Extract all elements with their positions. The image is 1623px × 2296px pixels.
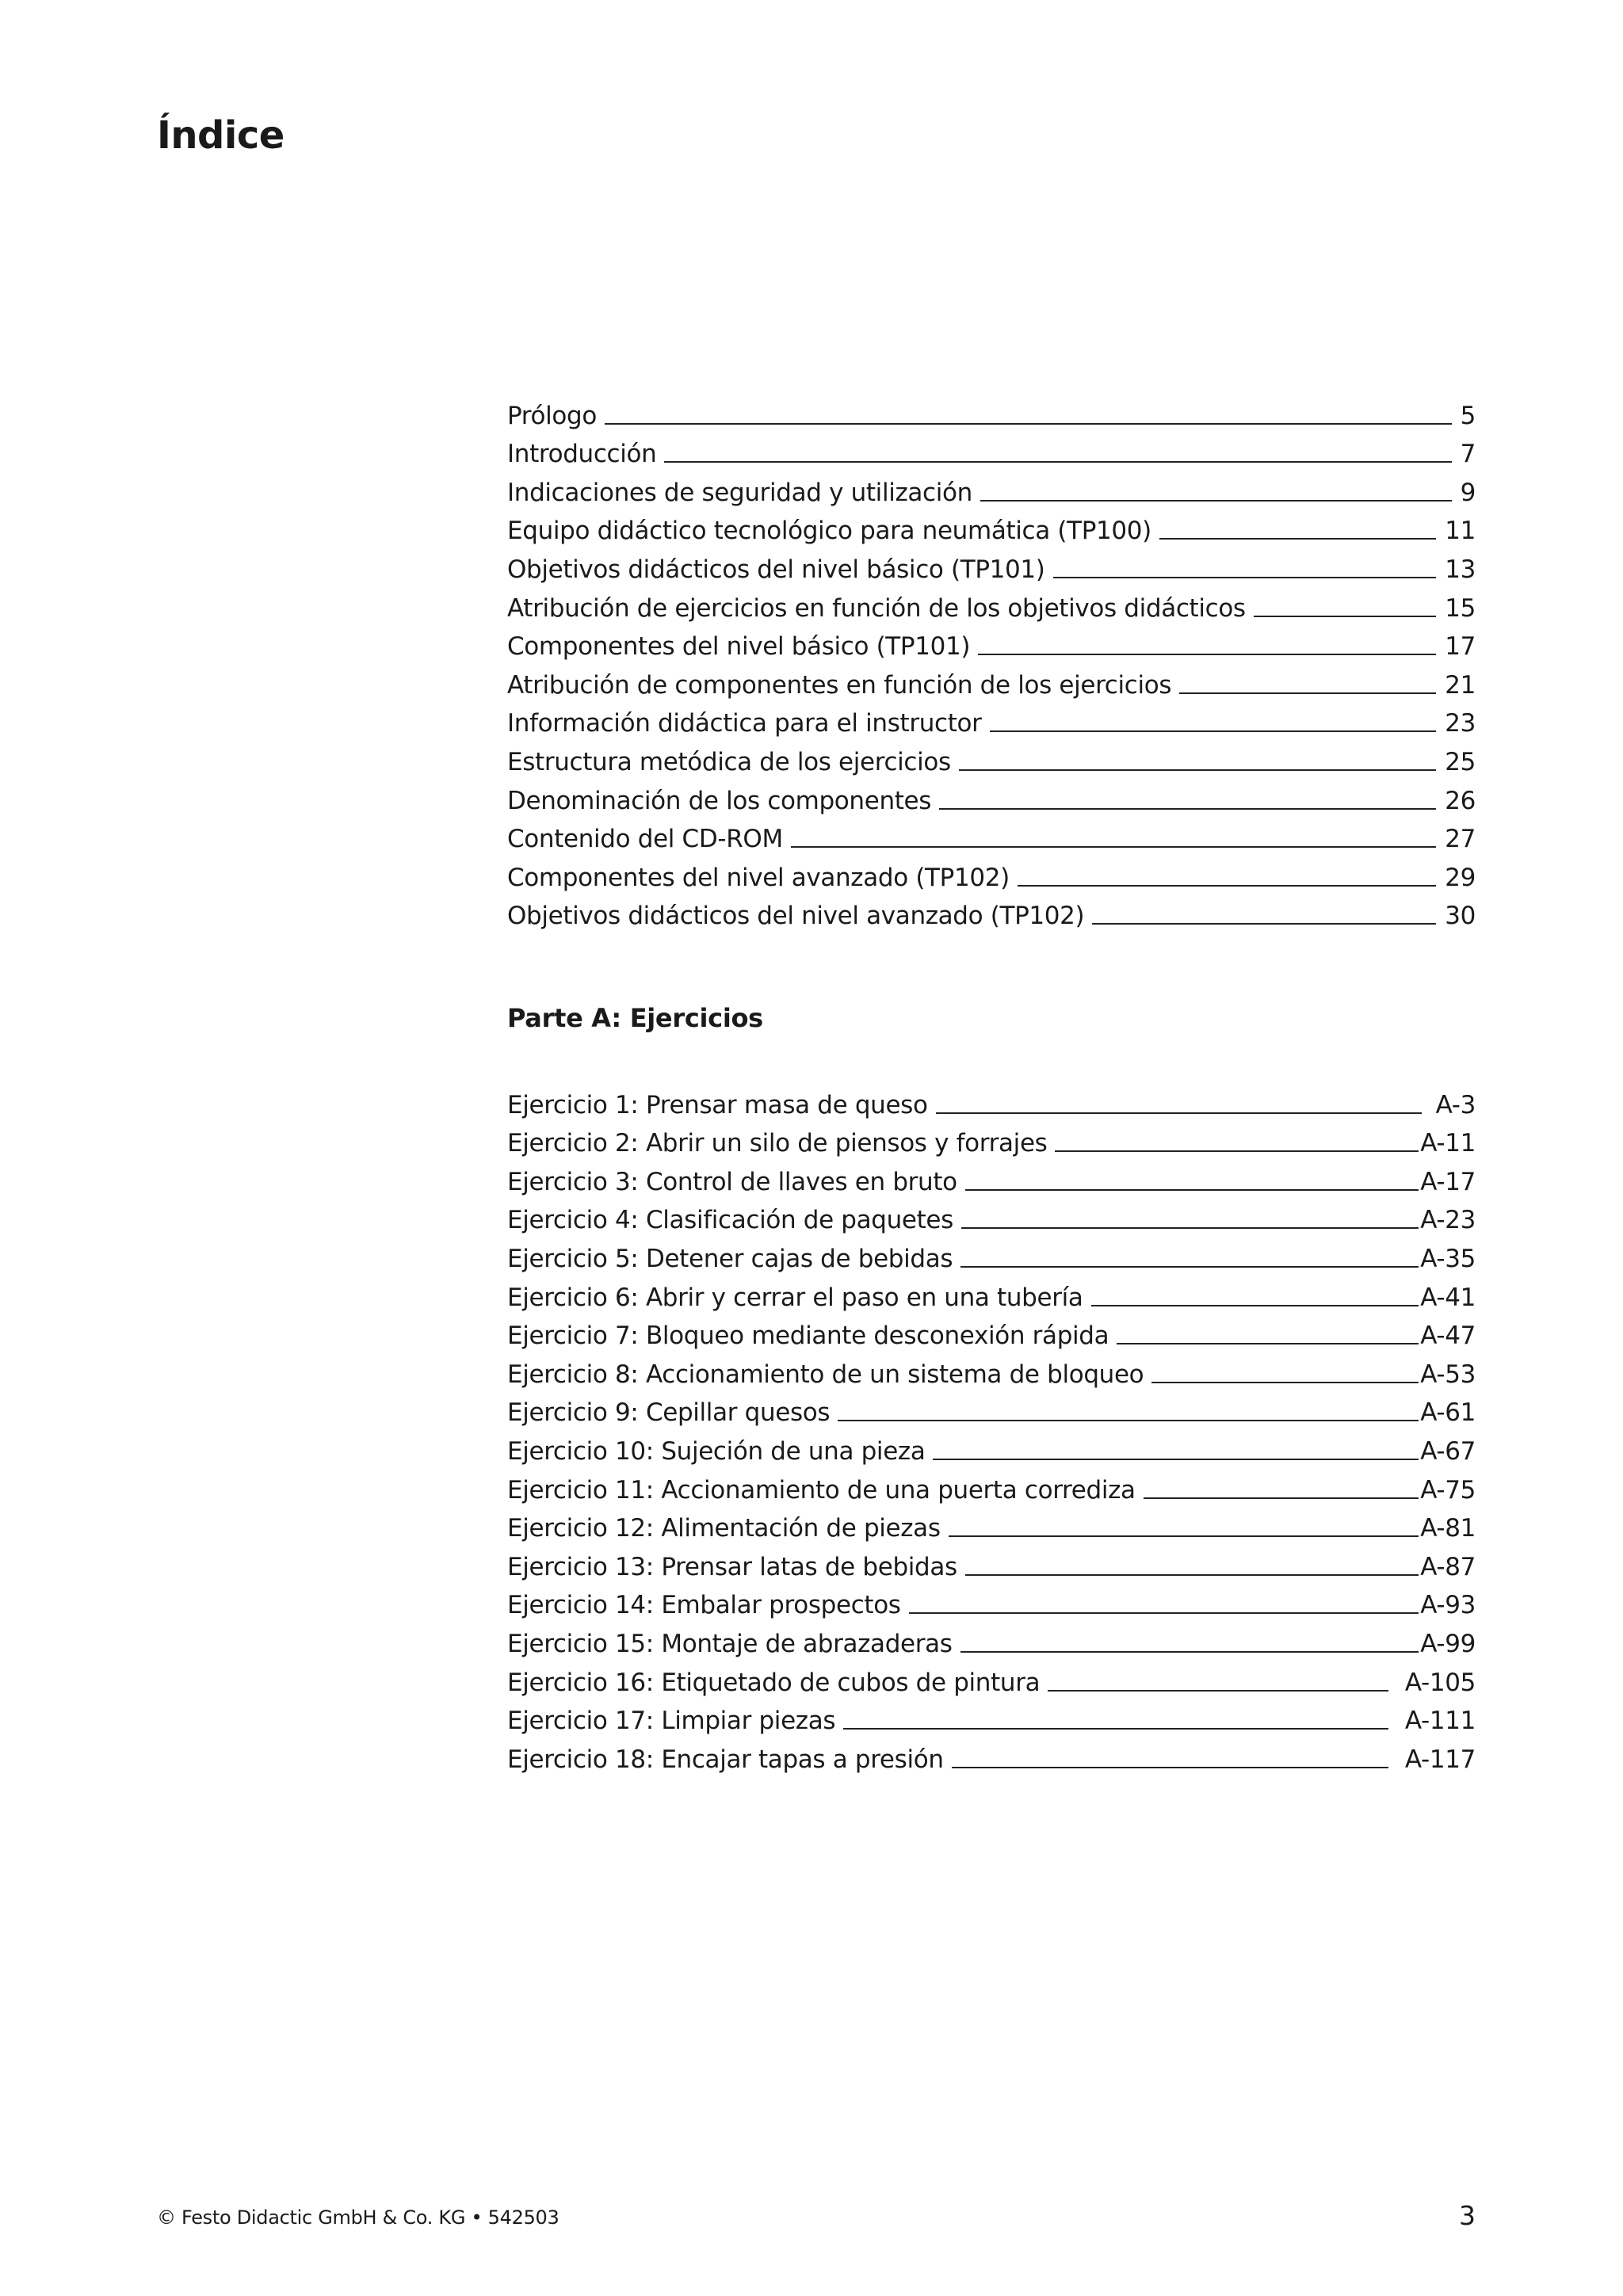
toc-entry-label: Ejercicio 8: Accionamiento de un sistema de bloqueo (507, 1360, 1144, 1389)
toc-leader-line (1151, 1382, 1419, 1383)
toc-entry[interactable] (507, 698, 1476, 737)
toc-entry-label: Ejercicio 18: Encajar tapas a presión (507, 1745, 944, 1774)
toc-entry-page: A-117 (1404, 1745, 1476, 1774)
toc-entry[interactable] (507, 1618, 1476, 1657)
toc-entry-page: A-87 (1420, 1552, 1476, 1581)
toc-entry-page: 30 (1445, 902, 1476, 931)
toc-leader-line (961, 1227, 1419, 1229)
toc-entry[interactable] (507, 543, 1476, 582)
toc-entry[interactable] (507, 1425, 1476, 1464)
toc-entry[interactable] (507, 1156, 1476, 1195)
toc-entry-label: Ejercicio 10: Sujeción de una pieza (507, 1436, 926, 1466)
toc-entry-label: Información didáctica para el instructor (507, 709, 982, 738)
toc-leader-line (936, 1112, 1422, 1114)
toc-entry[interactable] (507, 429, 1476, 467)
toc-leader-line (791, 846, 1436, 848)
toc-entry[interactable] (507, 659, 1476, 698)
toc-leader-line (960, 1266, 1419, 1268)
toc-leader-line (909, 1612, 1419, 1614)
toc-entry-label: Ejercicio 13: Prensar latas de bebidas (507, 1552, 957, 1581)
toc-leader-line (960, 1651, 1419, 1653)
toc-leader-line (1048, 1690, 1388, 1691)
toc-entry-label: Atribución de ejercicios en función de los objetivos didácticos (507, 593, 1246, 623)
toc-entry-page: 7 (1460, 440, 1476, 469)
toc-entry-label: Ejercicio 16: Etiquetado de cubos de pintura (507, 1668, 1041, 1697)
toc-part-a (507, 1079, 1476, 1772)
toc-entry-label: Ejercicio 17: Limpiar piezas (507, 1707, 836, 1736)
toc-entry-label: Ejercicio 4: Clasificación de paquetes (507, 1206, 953, 1235)
toc-entry-page: 9 (1460, 478, 1476, 507)
toc-entry-page: A-105 (1404, 1668, 1476, 1697)
toc-entry[interactable] (507, 736, 1476, 775)
toc-entry-label: Prólogo (507, 401, 597, 430)
toc-entry-label: Ejercicio 14: Embalar prospectos (507, 1591, 901, 1620)
toc-entry-label: Ejercicio 15: Montaje de abrazaderas (507, 1629, 953, 1658)
toc-entry[interactable] (507, 1695, 1476, 1734)
toc-entry-label: Objetivos didácticos del nivel avanzado (TP102) (507, 902, 1085, 931)
toc-leader-line (664, 461, 1452, 463)
toc-entry[interactable] (507, 505, 1476, 544)
toc-entry-page: A-99 (1420, 1629, 1476, 1658)
toc-entry-page: A-11 (1420, 1129, 1476, 1158)
toc-entry-label: Atribución de componentes en función de los ejercicios (507, 670, 1172, 700)
toc-entry[interactable] (507, 891, 1476, 929)
toc-entry-label: Ejercicio 2: Abrir un silo de piensos y forrajes (507, 1129, 1048, 1158)
toc-entry[interactable] (507, 1541, 1476, 1580)
toc-entry-page: A-75 (1420, 1475, 1476, 1505)
toc-entry-page: 25 (1445, 747, 1476, 776)
toc-leader-line (838, 1420, 1419, 1421)
toc-leader-line (1144, 1497, 1419, 1499)
toc-entry-page: A-41 (1420, 1283, 1476, 1312)
toc-entry[interactable] (507, 1348, 1476, 1387)
toc-leader-line (939, 808, 1436, 810)
toc-leader-line (933, 1459, 1419, 1460)
toc-entry-page: 27 (1445, 825, 1476, 854)
toc-entry-label: Ejercicio 1: Prensar masa de queso (507, 1090, 928, 1119)
toc-entry-page: A-93 (1420, 1591, 1476, 1620)
toc-entry-page: A-81 (1420, 1514, 1476, 1543)
toc-leader-line (1018, 885, 1436, 887)
toc-entry-page: 11 (1445, 517, 1476, 546)
toc-entry-label: Introducción (507, 440, 657, 469)
toc-leader-line (959, 769, 1436, 771)
toc-leader-line (980, 500, 1452, 502)
toc-entry-page: A-23 (1420, 1206, 1476, 1235)
toc-entry-page: 5 (1460, 401, 1476, 430)
toc-entry-label: Estructura metódica de los ejercicios (507, 747, 951, 776)
toc-entry-label: Ejercicio 7: Bloqueo mediante desconexión rápida (507, 1322, 1109, 1351)
toc-entry-page: 23 (1445, 709, 1476, 738)
toc-entry-label: Equipo didáctico tecnológico para neumática (TP100) (507, 517, 1151, 546)
toc-entry-page: A-17 (1420, 1167, 1476, 1196)
toc-leader-line (1055, 1150, 1419, 1152)
toc-entry-label: Ejercicio 5: Detener cajas de bebidas (507, 1244, 953, 1273)
toc-leader-line (1053, 577, 1436, 578)
toc-entry-page: A-3 (1435, 1090, 1476, 1119)
toc-leader-line (1117, 1343, 1419, 1344)
toc-entry[interactable] (507, 1464, 1476, 1503)
toc-entry[interactable] (507, 852, 1476, 891)
toc-leader-line (965, 1189, 1419, 1191)
page-title: Índice (157, 113, 285, 158)
toc-entry-label: Componentes del nivel avanzado (TP102) (507, 863, 1010, 892)
toc-entry-label: Componentes del nivel básico (TP101) (507, 632, 971, 662)
toc-entry-page: 15 (1445, 593, 1476, 623)
toc-entry[interactable] (507, 814, 1476, 852)
toc-leader-line (1254, 616, 1436, 617)
toc-entry-page: A-67 (1420, 1436, 1476, 1466)
toc-front-matter (507, 390, 1476, 929)
toc-entry[interactable] (507, 1580, 1476, 1619)
toc-entry-label: Ejercicio 11: Accionamiento de una puerta corrediza (507, 1475, 1136, 1505)
toc-entry[interactable] (507, 1387, 1476, 1426)
footer-copyright: © Festo Didactic GmbH & Co. KG • 542503 (157, 2206, 559, 2229)
toc-entry-label: Ejercicio 3: Control de llaves en bruto (507, 1167, 957, 1196)
toc-entry[interactable] (507, 1195, 1476, 1234)
toc-entry-label: Contenido del CD-ROM (507, 825, 783, 854)
toc-entry[interactable] (507, 1503, 1476, 1542)
toc-leader-line (978, 654, 1436, 655)
toc-entry[interactable] (507, 1733, 1476, 1772)
toc-entry-page: A-47 (1420, 1322, 1476, 1351)
toc-leader-line (952, 1767, 1388, 1768)
toc-entry-page: 17 (1445, 632, 1476, 662)
toc-entry-page: 26 (1445, 786, 1476, 815)
toc-entry[interactable] (507, 582, 1476, 621)
toc-leader-line (965, 1574, 1419, 1576)
toc-leader-line (1091, 1305, 1419, 1306)
toc-entry-page: 21 (1445, 670, 1476, 700)
toc-entry[interactable] (507, 1079, 1476, 1118)
toc-entry[interactable] (507, 1233, 1476, 1272)
toc-entry[interactable] (507, 621, 1476, 660)
toc-leader-line (1092, 923, 1436, 925)
toc-entry-page: A-35 (1420, 1244, 1476, 1273)
toc-entry-page: 13 (1445, 555, 1476, 584)
toc-entry-label: Indicaciones de seguridad y utilización (507, 478, 972, 507)
toc-entry-label: Ejercicio 12: Alimentación de piezas (507, 1514, 941, 1543)
toc-leader-line (990, 730, 1436, 732)
toc-entry-page: A-61 (1420, 1398, 1476, 1428)
toc-entry[interactable] (507, 1118, 1476, 1157)
toc-entry-page: A-111 (1404, 1707, 1476, 1736)
toc-entry[interactable] (507, 390, 1476, 429)
toc-entry[interactable] (507, 1272, 1476, 1310)
toc-entry-label: Ejercicio 6: Abrir y cerrar el paso en una tubería (507, 1283, 1083, 1312)
toc-entry[interactable] (507, 775, 1476, 814)
footer-page-number: 3 (1459, 2200, 1476, 2231)
toc-entry-label: Denominación de los componentes (507, 786, 932, 815)
toc-entry-page: 29 (1445, 863, 1476, 892)
toc-leader-line (843, 1728, 1388, 1730)
toc-entry[interactable] (507, 1310, 1476, 1349)
toc-entry[interactable] (507, 1657, 1476, 1695)
toc-entry-page: A-53 (1420, 1360, 1476, 1389)
toc-leader-line (949, 1535, 1419, 1537)
toc-entry-label: Objetivos didácticos del nivel básico (TP101) (507, 555, 1045, 584)
section-heading-part-a: Parte A: Ejercicios (507, 1003, 763, 1033)
toc-leader-line (605, 423, 1452, 425)
toc-entry[interactable] (507, 467, 1476, 505)
toc-leader-line (1159, 538, 1436, 540)
toc-entry-label: Ejercicio 9: Cepillar quesos (507, 1398, 831, 1428)
toc-leader-line (1179, 692, 1436, 694)
